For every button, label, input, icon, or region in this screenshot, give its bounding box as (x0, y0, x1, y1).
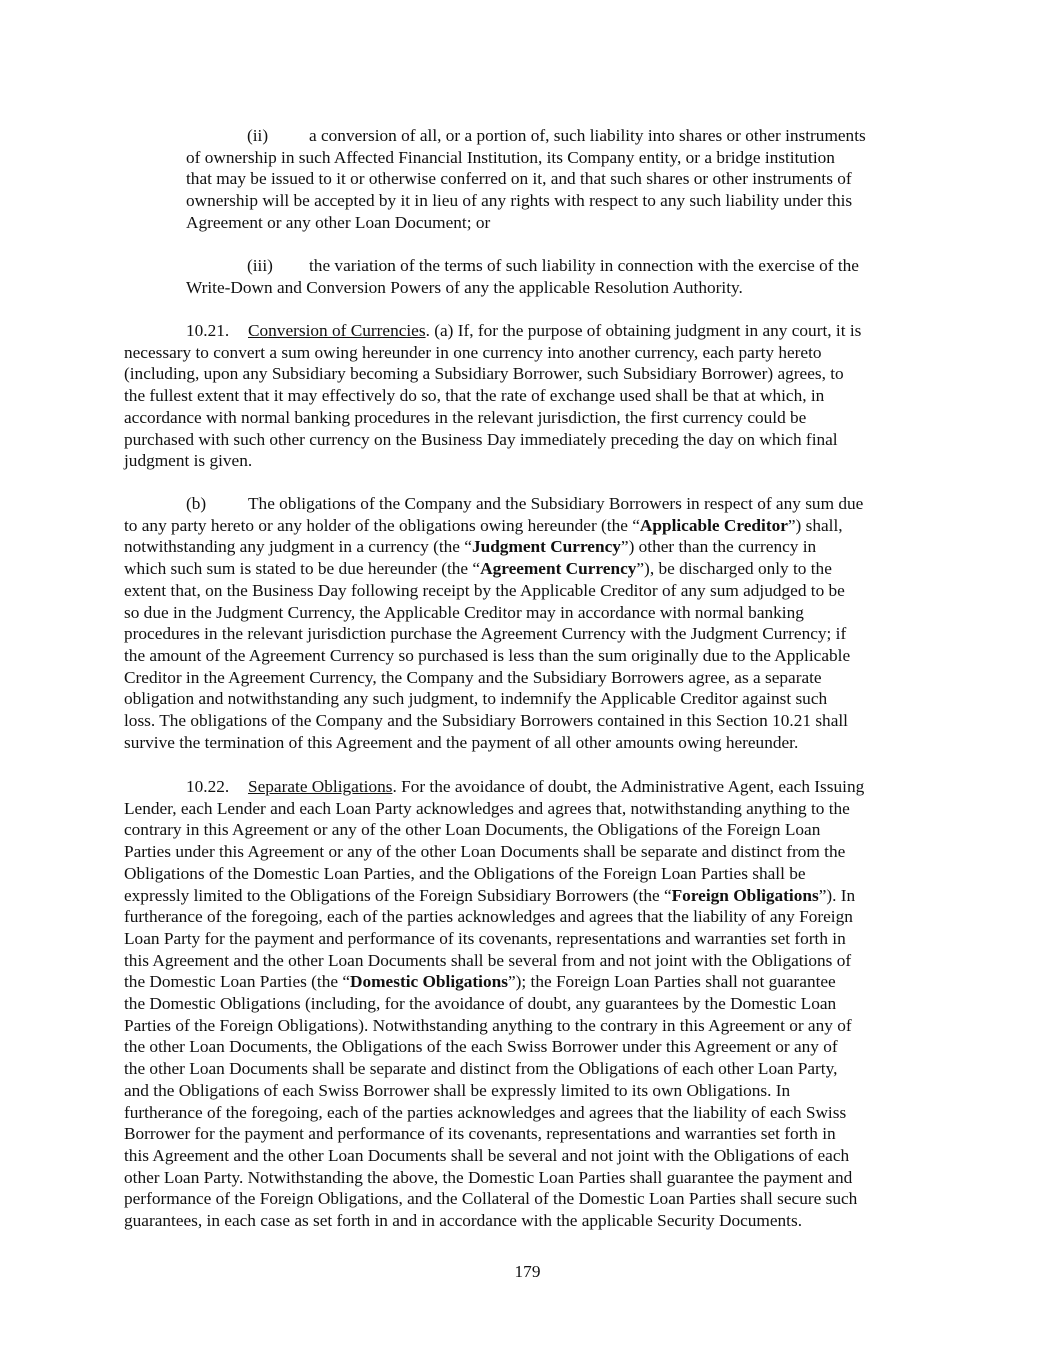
section-line: the other Loan Documents shall be separate and distinct from the Obligations of each other Loan Party, (124, 1059, 838, 1079)
section-line: purchased with such other currency on the Business Day immediately preceding the day on which final (124, 429, 838, 449)
section-text: . (a) If, for the purpose of obtaining judgment in any court, it is (425, 321, 862, 340)
clause-iii (186, 255, 859, 298)
clause-iii-label: (iii) (247, 256, 273, 275)
page-number: 179 (514, 1262, 541, 1281)
section-line: survive the termination of this Agreement and the payment of all other amounts owing hereunder. (124, 732, 799, 752)
section-text: which such sum is stated to be due hereunder (the “ (124, 559, 481, 579)
section-line: furtherance of the foregoing, each of the parties acknowledges and agrees that the liability of each Swiss (124, 1102, 847, 1122)
section-line: necessary to convert a sum owing hereunder in one currency into another currency, each party hereto (124, 342, 822, 362)
defined-term: Judgment Currency (471, 537, 621, 557)
section-text: ”) other than the currency in (620, 537, 817, 557)
section-line: guarantees, in each case as set forth in and in accordance with the applicable Security Documents. (124, 1211, 803, 1231)
section-line: Parties under this Agreement or any of the other Loan Documents shall be separate and distinct from the (124, 842, 846, 862)
section-text: ”) shall, (787, 515, 843, 535)
section-number: 10.21. (186, 321, 230, 340)
clause-iii-line: Write-Down and Conversion Powers of any the applicable Resolution Authority. (186, 277, 743, 297)
clause-ii-label: (ii) (247, 126, 269, 145)
section-line: performance of the Foreign Obligations, and the Collateral of the Domestic Loan Parties shall secure such (124, 1189, 858, 1209)
section-text: ”), be discharged only to the (636, 559, 832, 579)
section-line: loss. The obligations of the Company and the Subsidiary Borrowers contained in this Section 10.21 shall (124, 711, 848, 731)
section-line: the Domestic Obligations (including, for the avoidance of doubt, any guarantees by the Domestic Loan (124, 994, 837, 1014)
section-10-21 (124, 320, 861, 472)
section-line: The obligations of the Company and the Subsidiary Borrowers in respect of any sum due (248, 494, 864, 513)
section-heading: Conversion of Currencies (248, 321, 426, 340)
clause-ii-line: ownership will be accepted by it in lieu of any rights with respect to any such liability under this (186, 191, 853, 211)
section-text: . For the avoidance of doubt, the Administrative Agent, each Issuing (392, 777, 865, 796)
section-text: to any party hereto or any holder of the obligations owing hereunder (the “ (124, 515, 640, 535)
subsection-label: (b) (186, 494, 207, 513)
clause-ii-line: of ownership in such Affected Financial Institution, its Company entity, or a bridge institution (186, 147, 835, 167)
section-line: Obligations of the Domestic Loan Parties, and the Obligations of the Foreign Loan Parties shall be (124, 863, 806, 883)
section-line: judgment is given. (124, 451, 253, 471)
section-line: procedures in the relevant jurisdiction purchase the Agreement Currency with the Judgment Currency; if (124, 624, 847, 644)
section-text: ”); the Foreign Loan Parties shall not guarantee (507, 972, 836, 992)
section-10-22 (124, 776, 864, 1232)
section-line: Creditor in the Agreement Currency, the Company and the Subsidiary Borrowers agree, as a separate (124, 667, 822, 687)
defined-term: Domestic Obligations (350, 972, 508, 992)
section-line: the fullest extent that it may effectively do so, that the rate of exchange used shall be that at which, in (124, 386, 825, 406)
section-text: notwithstanding any judgment in a currency (the “ (124, 537, 472, 557)
section-line: Parties of the Foreign Obligations). Notwithstanding anything to the contrary in this Agreement or any of (124, 1015, 852, 1035)
section-heading: Separate Obligations (248, 777, 393, 796)
clause-ii-line: that may be issued to it or otherwise conferred on it, and that such shares or other instruments of (186, 169, 852, 189)
section-line: other Loan Party. Notwithstanding the above, the Domestic Loan Parties shall guarantee the payment and (124, 1167, 853, 1187)
section-line: this Agreement and the other Loan Documents shall be several and not joint with the Obligations of each (124, 1145, 850, 1165)
section-line: and the Obligations of each Swiss Borrower shall be expressly limited to its own Obligations. In (124, 1080, 791, 1100)
section-line: Lender, each Lender and each Loan Party acknowledges and agrees that, notwithstanding anything to the (124, 798, 850, 818)
section-line: furtherance of the foregoing, each of the parties acknowledges and agrees that the liability of any Foreign (124, 907, 853, 927)
section-number: 10.22. (186, 777, 230, 796)
section-text: the Domestic Loan Parties (the “ (124, 972, 351, 992)
section-10-21-b (124, 493, 863, 753)
defined-term: Foreign Obligations (671, 885, 819, 905)
section-text: expressly limited to the Obligations of the Foreign Subsidiary Borrowers (the “ (124, 885, 672, 905)
clause-ii (186, 125, 866, 234)
section-line: contrary in this Agreement or any of the other Loan Documents, the Obligations of the Foreign Loan (124, 820, 821, 840)
defined-term: Applicable Creditor (639, 515, 788, 535)
clause-ii-line: a conversion of all, or a portion of, such liability into shares or other instruments (309, 126, 866, 145)
section-line: the amount of the Agreement Currency so purchased is less than the sum originally due to the Applicable (124, 645, 851, 665)
section-line: obligation and notwithstanding any such judgment, to indemnify the Applicable Creditor against such (124, 689, 828, 709)
section-line: Borrower for the payment and performance of its covenants, representations and warranties set forth in (124, 1124, 836, 1144)
section-line: (including, upon any Subsidiary becoming a Subsidiary Borrower, such Subsidiary Borrower) agrees, to (124, 364, 844, 384)
section-line: so due in the Judgment Currency, the Applicable Creditor may in accordance with normal banking (124, 602, 804, 622)
section-line: Loan Party for the payment and performance of its covenants, representations and warranties set forth in (124, 928, 846, 948)
section-text: ”). In (818, 885, 856, 905)
clause-iii-line: the variation of the terms of such liability in connection with the exercise of the (309, 256, 859, 275)
clause-ii-line: Agreement or any other Loan Document; or (186, 212, 491, 232)
section-line: the other Loan Documents, the Obligations of the each Swiss Borrower under this Agreement or any of (124, 1037, 838, 1057)
section-line: this Agreement and the other Loan Documents shall be several from and not joint with the Obligations of (124, 950, 852, 970)
section-line: accordance with normal banking procedures in the relevant jurisdiction, the first currency could be (124, 407, 807, 427)
defined-term: Agreement Currency (480, 559, 637, 579)
section-line: extent that, on the Business Day following receipt by the Applicable Creditor of any sum adjudged to be (124, 580, 845, 600)
